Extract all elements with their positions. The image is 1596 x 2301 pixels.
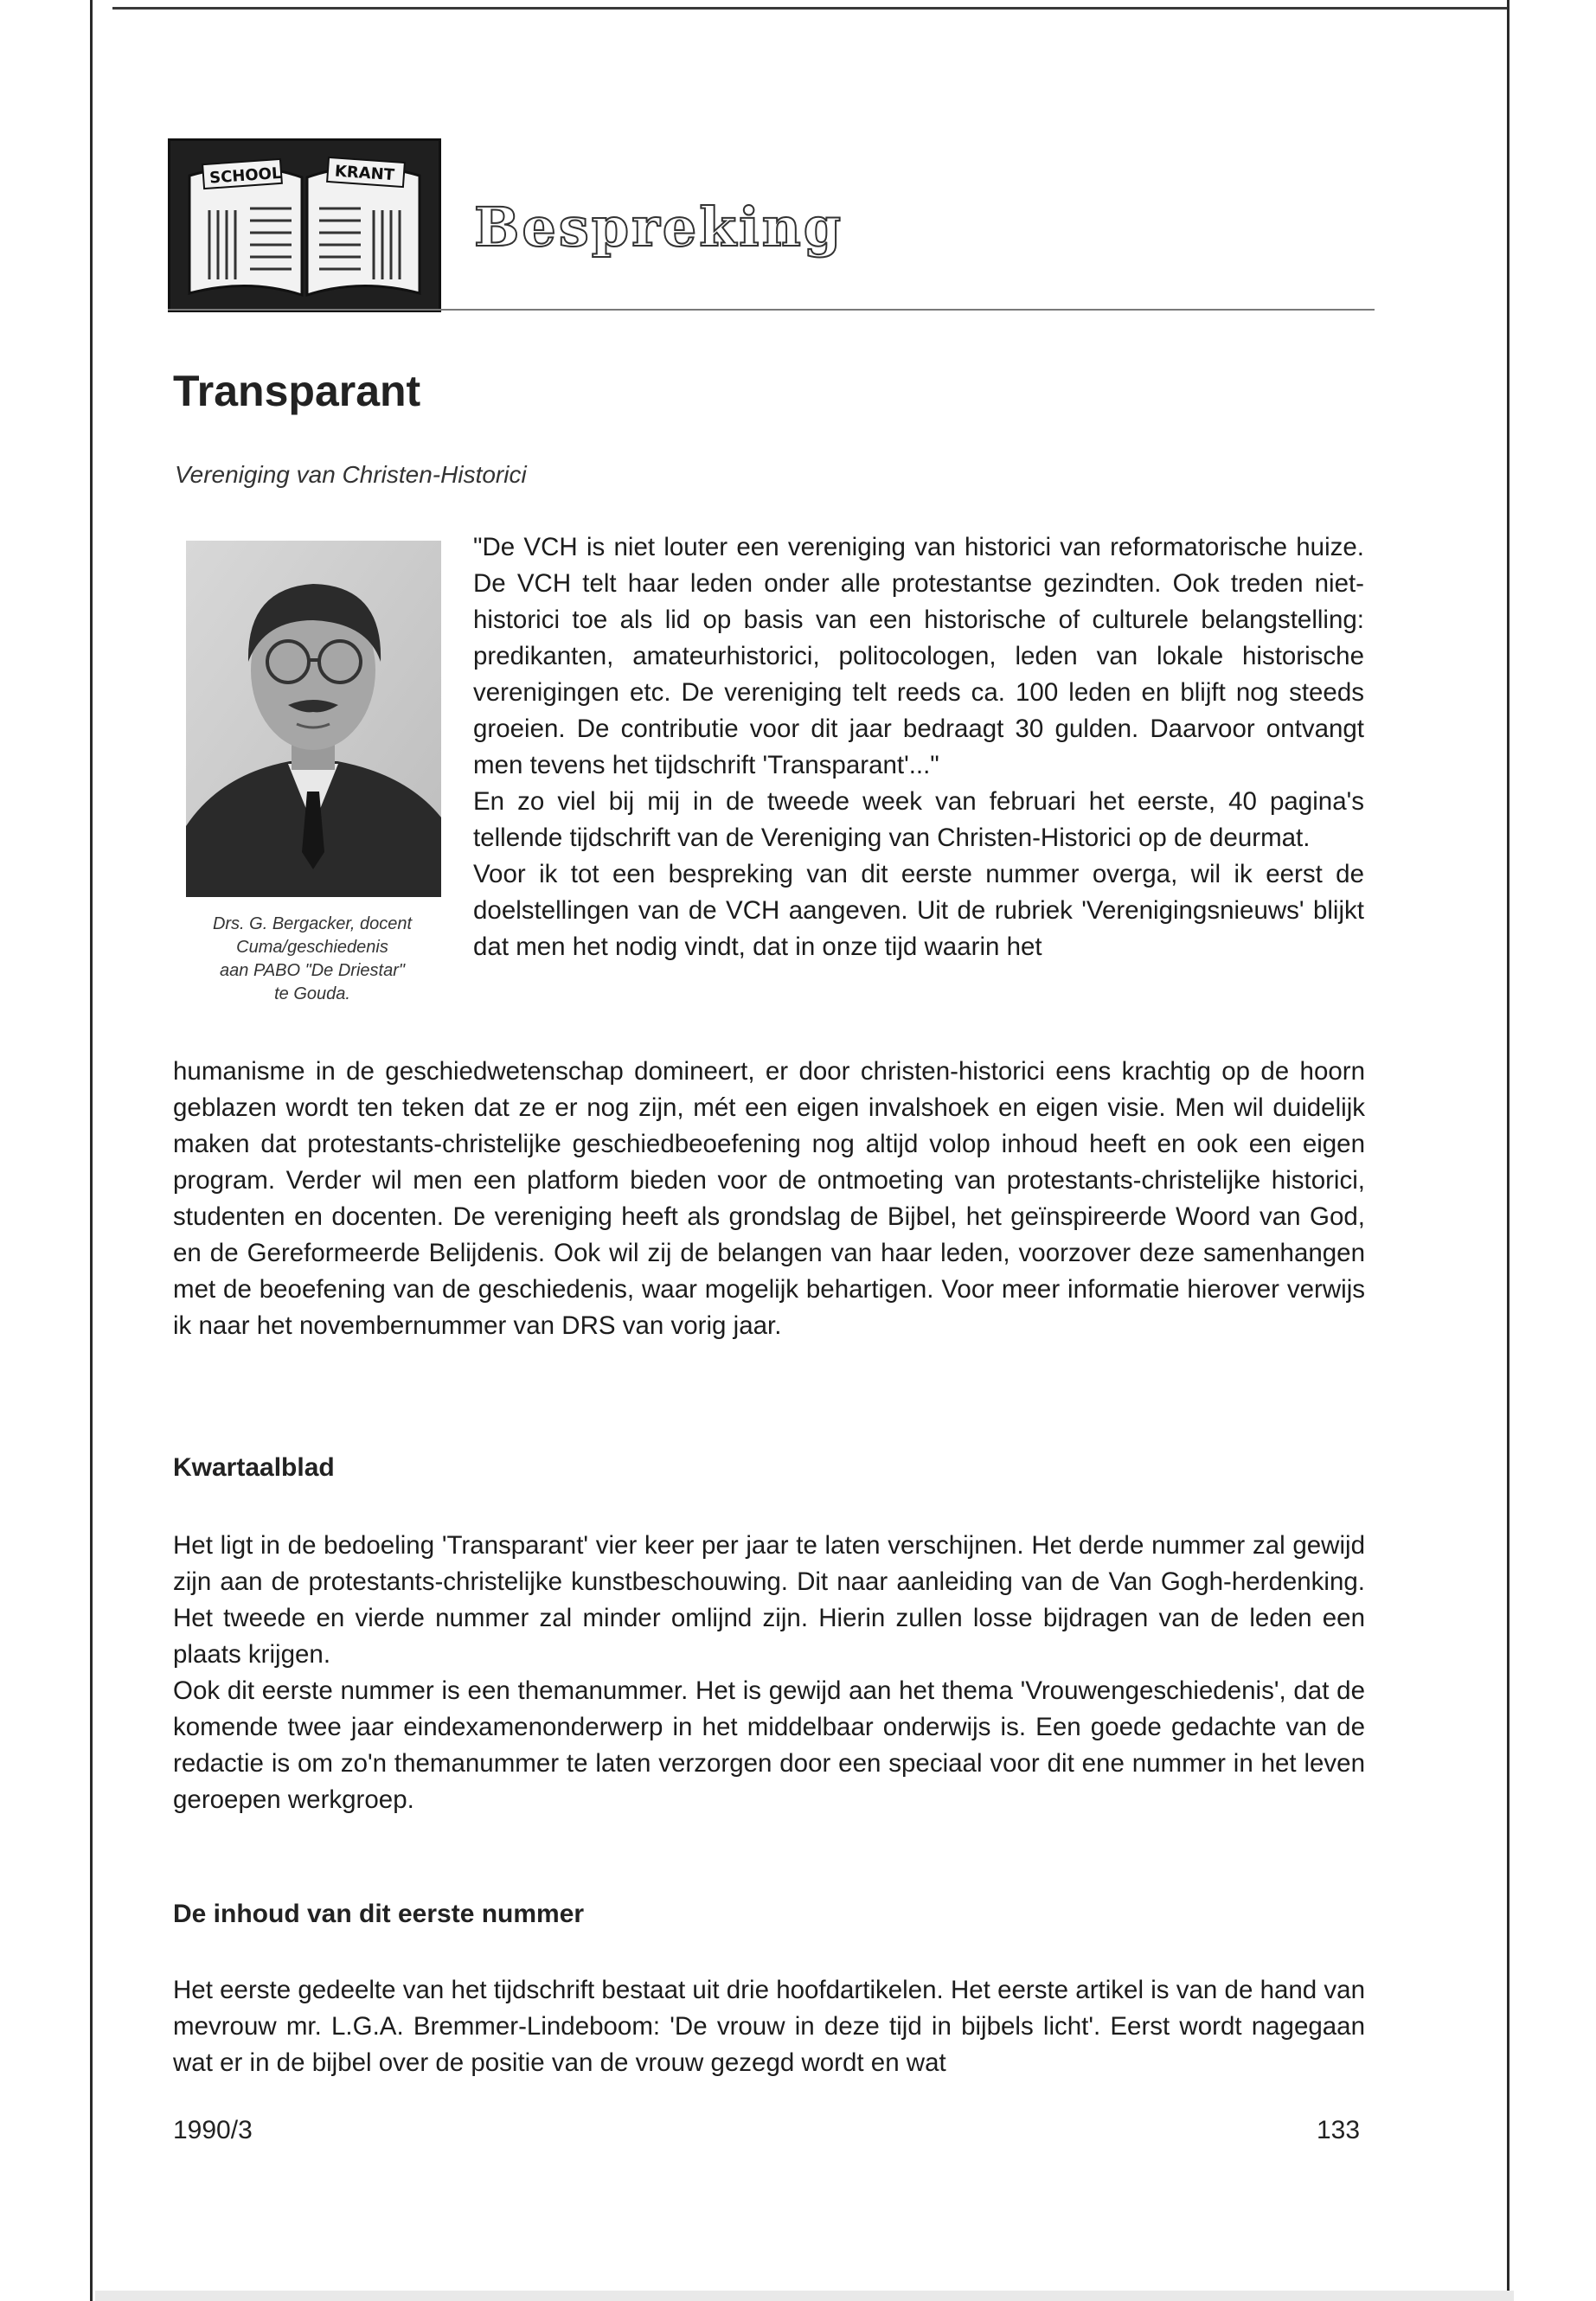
caption-line: aan PABO "De Driestar" [220,961,405,980]
intro-paragraph: En zo viel bij mij in de tweede week van februari het eerste, 40 pagina's tellende tijdschrift van de Vereniging van Christen-Historici op de deurmat. [473,787,1364,852]
caption-line: te Gouda. [274,984,350,1003]
open-book-icon [170,141,439,310]
logo-text-krant: KRANT [334,162,395,185]
author-portrait-image [186,541,441,897]
intro-quote-paragraph: "De VCH is niet louter een vereniging van historici van reformatorische huize. De VCH telt haar leden onder alle protestantse gezindten. Ook treden niet-historici toe als lid op basis van een historische of culturele belangstelling: predikanten, amateurhistorici, politocologen, leden van lokale historische verenigingen etc. De vereniging telt reeds ca. 100 leden en blijft nog steeds groeien. De contributie voor dit jaar bedraagt 30 gulden. Daarvoor ontvangt men tevens het tijdschrift 'Transparant'..." [473,533,1364,779]
photo-caption [170,913,455,1006]
issue-number: 1990/3 [173,2116,253,2144]
page-edge-bottom [95,2291,1514,2301]
logo-text-school: SCHOOL [208,163,283,188]
heading-inhoud: De inhoud van dit eerste nummer [173,1900,585,1928]
caption-line: Cuma/geschiedenis [236,938,388,957]
page-edge-left [90,0,93,2301]
article-title: Transparant [173,367,421,415]
heading-kwartaalblad: Kwartaalblad [173,1453,335,1482]
goals-paragraph-start: Voor ik tot een bespreking van dit eerste nummer overga, wil ik eerst de doelstellingen van de VCH aangeven. Uit de rubriek 'Verenigingsnieuws' blijkt dat men het nodig vindt, dat in onze tijd waarin het [473,860,1364,961]
page-number: 133 [1317,2116,1361,2144]
section-title: Bespreking [474,195,844,259]
kwartaalblad-paragraph: Het ligt in de bedoeling 'Transparant' vier keer per jaar te laten verschijnen. Het derde nummer zal gewijd zijn aan de protestants-christelijke kunstbeschouwing. Dit naar aanleiding van de Van Gogh-herdenking. Het tweede en vierde nummer zal minder omlijnd zijn. Hierin zullen losse bijdragen van de leden een plaats krijgen. [173,1531,1365,1669]
author-photo [186,541,441,897]
kwartaalblad-paragraph: Ook dit eerste nummer is een themanummer. Het is gewijd aan het thema 'Vrouwengeschiedenis', dat de komende twee jaar eindexamenonderwerp in het middelbaar onderwijs is. Een goede gedachte van de redactie is om zo'n themanummer te laten verzorgen door een speciaal voor dit ene nummer in het leven geroepen werkgroep. [173,1676,1365,1814]
page-edge-top [112,7,1507,10]
goals-paragraph-continued [173,1054,1365,1344]
schoolkrant-logo [168,138,441,312]
inhoud-section [173,1972,1365,2081]
page-edge-right [1507,0,1509,2301]
inhoud-paragraph: Het eerste gedeelte van het tijdschrift bestaat uit drie hoofdartikelen. Het eerste artikel is van de hand van mevrouw mr. L.G.A. Bremmer-Lindeboom: 'De vrouw in deze tijd in bijbels licht'. Eerst wordt nagegaan wat er in de bijbel over de positie van de vrouw gezegd wordt en wat [173,1976,1365,2077]
article-subtitle: Vereniging van Christen-Historici [175,461,527,488]
header-divider [168,309,1375,311]
intro-column [473,529,1364,965]
caption-line: Drs. G. Bergacker, docent [212,914,413,933]
kwartaalblad-section [173,1528,1365,1818]
goals-paragraph-text: humanisme in de geschiedwetenschap domineert, er door christen-historici eens krachtig op de hoorn geblazen wordt ten teken dat ze er nog zijn, mét een eigen invalshoek en eigen visie. Men wil duidelijk maken dat protestants-christelijke geschiedbeoefening nog altijd volop inhoud heeft en ook een eigen program. Verder wil men een platform bieden voor de ontmoeting van protestants-christelijke historici, studenten en docenten. De vereniging heeft als grondslag de Bijbel, het geïnspireerde Woord van God, en de Gereformeerde Belijdenis. Ook wil zij de belangen van haar leden, voorzover deze samenhangen met de beoefening van de geschiedenis, waar mogelijk behartigen. Voor meer informatie hierover verwijs ik naar het novembernummer van DRS van vorig jaar. [173,1057,1365,1340]
